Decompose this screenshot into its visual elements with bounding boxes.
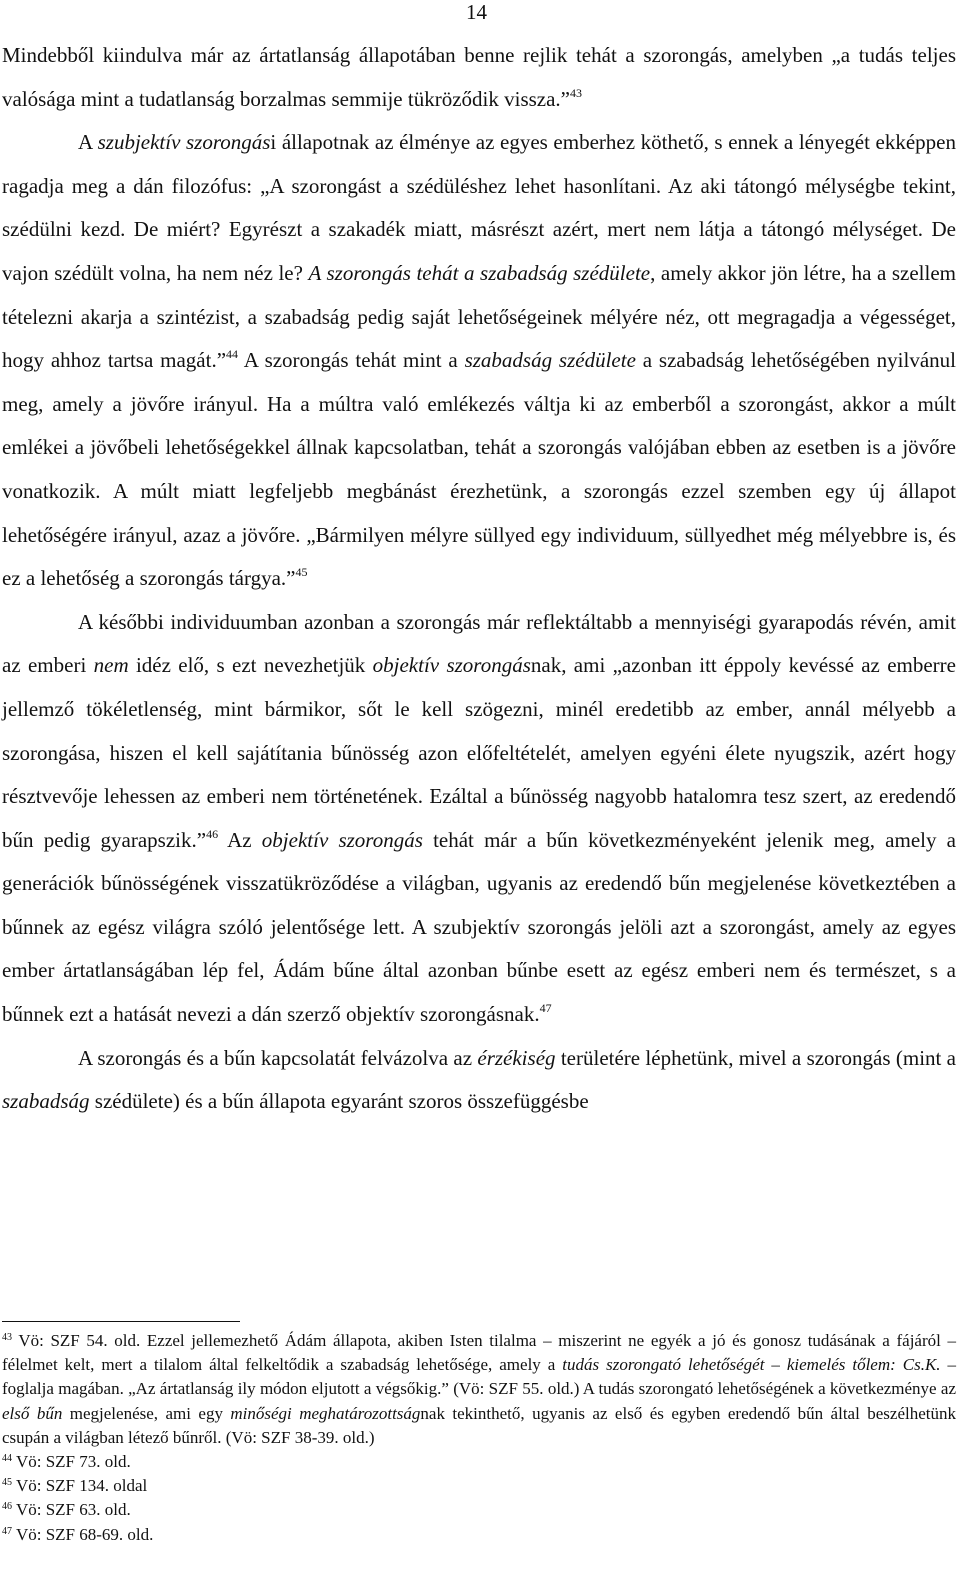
footnote-ref: 46 <box>206 826 219 841</box>
text-run: i állapotnak az élménye az egyes emberhez köthető, s ennek a lényegét ekképpen ragadja meg a dán filozófus: „A szorongást a szédüléshez lehet hasonlítani. Az aki tátongó mélységbe tekint, szédülni kezd. De miért? Egyrészt a szakadék miatt, másrészt azért, mert nem látja a tátongó mélységet. De vajon szédült volna, ha nem néz le? <box>2 130 956 285</box>
text-run: A későbbi individuumban azonban a szorongás már reflektáltabb a mennyiségi gyarapodás révén, amit az emberi <box>2 609 956 678</box>
footnote <box>2 1498 956 1522</box>
footnote-ref: 43 <box>2 1332 12 1343</box>
footnote-ref: 45 <box>295 565 308 580</box>
text-run: idéz elő, s ezt nevezhetjük <box>128 653 373 678</box>
paragraph <box>2 121 956 601</box>
text-run: Az <box>218 827 262 852</box>
text-run: a szabadság lehetőségében nyilvánul meg, amely a jövőre irányul. Ha a múltra való emlékezés váltja ki az emberből a szorongást, akkor a múlt emlékei a jövőbeli lehetőségekkel állnak kapcsolatban, tehát a szorongás valójában ebben az esetben is a jövőre vonatkozik. A múlt miatt legfeljebb megbánást érezhetünk, a szorongás ezzel szemben egy új állapot lehetőségére irányul, azaz a jövőre. „Bármilyen mélyre süllyed egy individuum, süllyedhet még mélyebbre is, és ez a lehetőség a szorongás tárgya.” <box>2 348 956 591</box>
body-text <box>2 34 956 1124</box>
text-run: Vö: SZF 54. old. Ezzel jellemezhető Ádám állapota, akiben Isten tilalma – miszerint ne egyék a jó és gonosz tudásának a fájáról – félelmet kelt, mert a tilalom által felkeltődik a szabadság lehetősége, amely a <box>2 1331 956 1375</box>
text-run: A szorongás és a bűn kapcsolatát felvázolva az <box>78 1045 478 1070</box>
text-run: Mindebből kiindulva már az ártatlanság állapotában benne rejlik tehát a szorongás, amelyben „a tudás teljes valósága mint a tudatlanság borzalmas semmije tükröződik vissza.” <box>2 43 956 111</box>
footnote-ref: 44 <box>2 1453 12 1465</box>
footnote-ref: 47 <box>2 1525 12 1537</box>
footnote <box>2 1329 956 1450</box>
text-run: megjelenése, ami egy <box>62 1403 231 1423</box>
paragraph <box>2 34 956 121</box>
paragraph <box>2 1037 956 1124</box>
footnotes <box>2 1329 956 1547</box>
text-run: nak, ami „azonban itt éppoly kevéssé az emberre jellemző tökéletlenség, mint bármikor, sőt le kell szögezni, minél eredetibb az ember, annál mélyebb a szorongása, hiszen el kell sajátítania bűnösség azon előfeltételét, amelyen egyéni élete nyugszik, azért hogy résztvevője lehessen az emberi nem történetének. Ezáltal a bűnösség nagyobb hatalomra tesz szert, az eredendő bűn pedig gyarapszik.” <box>2 653 956 852</box>
italic-text: tudás szorongató lehetőségét – kiemelés tőlem: Cs.K. <box>562 1355 941 1375</box>
text-run: – foglalja magában. „Az ártatlanság ily módon eljutott a végsőkig.” (Vö: SZF 55. old.) A tudás szorongató lehetőségének a következménye az <box>2 1355 957 1399</box>
italic-text: első bűn <box>2 1403 63 1423</box>
text-run: tehát már a bűn következményeként jelenik meg, amely a generációk bűnösségének visszatükröződése a világban, ugyanis az eredendő bűn megjelenése következtében a bűnnek az egész világra szóló jelentősége lett. A szubjektív szorongás jelöli azt a szorongást, amely az egyes ember ártatlanságában lép fel, Ádám bűne által azonban bűnbe esett az egész emberi nem és természet, s a bűnnek ezt a hatását nevezi a dán szerző objektív szorongásnak. <box>2 827 956 1027</box>
italic-text: nem <box>93 653 129 678</box>
text-run: Vö: SZF 73. old. <box>12 1452 131 1472</box>
footnote-ref: 43 <box>570 85 583 100</box>
italic-text: szabadság <box>2 1089 90 1114</box>
text-run: Vö: SZF 68-69. old. <box>12 1524 154 1544</box>
footnote-divider <box>2 1321 240 1322</box>
footnote <box>2 1450 956 1474</box>
text-run: , amely akkor jön létre, ha a szellem tételezni akarja a szintézist, a szabadság pedig saját lehetőségeinek mélyére néz, ott megragadja a végességet, hogy ahhoz tartsa magát.” <box>2 260 957 373</box>
footnote-ref: 46 <box>2 1501 12 1513</box>
footnote-ref: 44 <box>226 347 239 362</box>
text-run: Vö: SZF 134. oldal <box>12 1476 148 1496</box>
text-run: területére léphetünk, mivel a szorongás (mint a <box>555 1045 956 1070</box>
text-run: Vö: SZF 63. old. <box>12 1500 131 1520</box>
italic-text: szubjektív szorongás <box>97 130 271 155</box>
italic-text: minőségi meghatározottság <box>230 1403 421 1423</box>
text-run: nak tekinthető, ugyanis az első és egyben eredendő bűn által beszélhetünk csupán a világban létező bűnről. (Vö: SZF 38-39. old.) <box>2 1403 956 1447</box>
italic-text: objektív szorongás <box>372 653 531 678</box>
footnote-ref: 45 <box>2 1477 12 1489</box>
footnote <box>2 1474 956 1498</box>
text-run: szédülete) és a bűn állapota egyaránt szoros összefüggésbe <box>89 1089 589 1114</box>
italic-text: érzékiség <box>477 1045 556 1070</box>
text-run: A <box>78 130 98 155</box>
paragraph <box>2 601 956 1037</box>
page-number: 14 <box>466 0 487 24</box>
italic-text: A szorongás tehát a szabadság szédülete <box>308 260 651 285</box>
italic-text: objektív szorongás <box>261 827 423 852</box>
italic-text: szabadság szédülete <box>464 348 636 373</box>
footnote-ref: 47 <box>539 1001 552 1016</box>
text-run: A szorongás tehát mint a <box>238 348 465 373</box>
footnote <box>2 1523 956 1547</box>
